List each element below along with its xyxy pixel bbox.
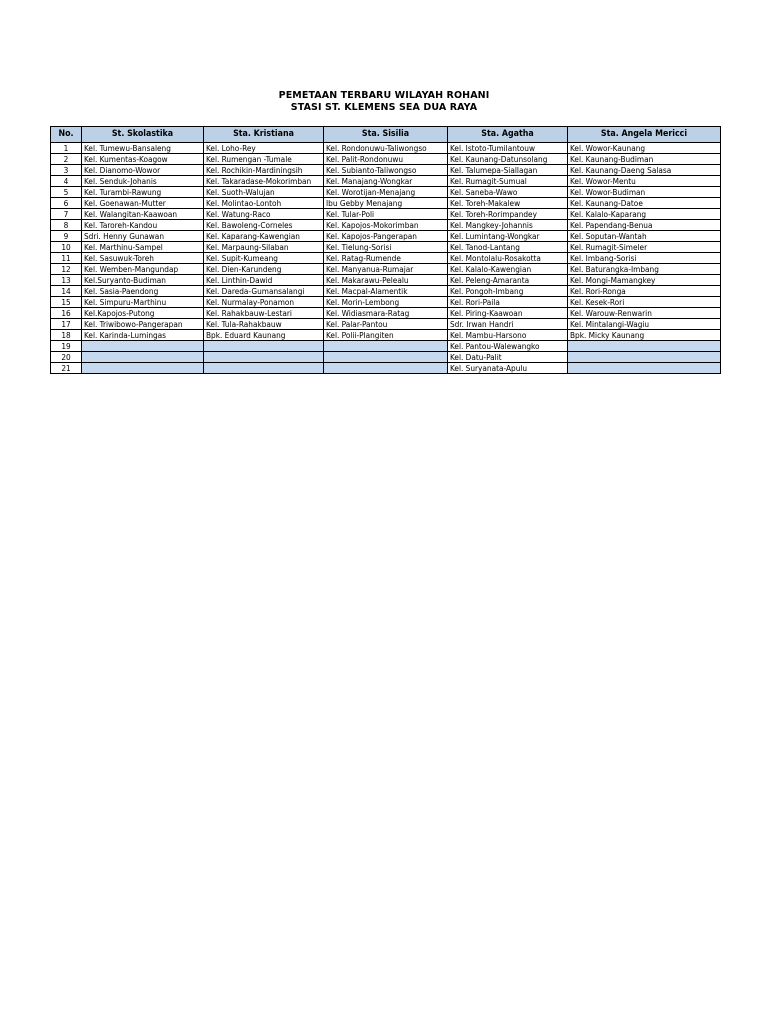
angela-mericci-cell: Bpk. Micky Kaunang (568, 330, 721, 341)
angela-mericci-cell: Kel. Rori-Ronga (568, 286, 721, 297)
header-angela-mericci: Sta. Angela Mericci (568, 127, 721, 143)
row-no: 11 (51, 253, 82, 264)
skolastika-cell: Kel. Tumewu-Bansaleng (82, 143, 204, 154)
kristiana-cell: Kel. Rahakbauw-Lestari (204, 308, 324, 319)
table-row (51, 231, 721, 242)
table-row (51, 176, 721, 187)
kristiana-cell: Kel. Loho-Rey (204, 143, 324, 154)
table-row (51, 341, 721, 352)
agatha-cell: Kel. Saneba-Wawo (448, 187, 568, 198)
sisilia-cell: Kel. Palit-Rondonuwu (324, 154, 448, 165)
table-row (51, 154, 721, 165)
sisilia-cell (324, 352, 448, 363)
row-no: 20 (51, 352, 82, 363)
kristiana-cell: Kel. Dareda-Gumansalangi (204, 286, 324, 297)
angela-mericci-cell: Kel. Kaunang-Daeng Salasa (568, 165, 721, 176)
sisilia-cell: Kel. Worotijan-Menajang (324, 187, 448, 198)
agatha-cell: Kel. Rori-Paila (448, 297, 568, 308)
sisilia-cell: Kel. Kapojos-Pangerapan (324, 231, 448, 242)
agatha-cell: Kel. Talumepa-Siallagan (448, 165, 568, 176)
kristiana-cell: Kel. Tula-Rahakbauw (204, 319, 324, 330)
sisilia-cell: Kel. Rondonuwu-Taliwongso (324, 143, 448, 154)
document-titles (0, 90, 768, 114)
kristiana-cell: Kel. Molintao-Lontoh (204, 198, 324, 209)
table-row (51, 143, 721, 154)
skolastika-cell (82, 352, 204, 363)
agatha-cell: Kel. Toreh-Rorimpandey (448, 209, 568, 220)
kristiana-cell: Kel. Nurmalay-Ponamon (204, 297, 324, 308)
angela-mericci-cell: Kel. Mongi-Mamangkey (568, 275, 721, 286)
skolastika-cell (82, 363, 204, 374)
angela-mericci-cell: Kel. Kalalo-Kaparang (568, 209, 721, 220)
row-no: 15 (51, 297, 82, 308)
angela-mericci-cell: Kel. Kaunang-Datoe (568, 198, 721, 209)
sisilia-cell: Kel. Manyanua-Rumajar (324, 264, 448, 275)
table-row (51, 209, 721, 220)
sisilia-cell: Kel. Ratag-Rumende (324, 253, 448, 264)
angela-mericci-cell (568, 363, 721, 374)
row-no: 19 (51, 341, 82, 352)
row-no: 13 (51, 275, 82, 286)
row-no: 6 (51, 198, 82, 209)
sisilia-cell: Kel. Polii-Plangiten (324, 330, 448, 341)
header-skolastika: St. Skolastika (82, 127, 204, 143)
title-line-2: STASI ST. KLEMENS SEA DUA RAYA (290, 102, 478, 113)
agatha-cell: Kel. Kaunang-Datunsolang (448, 154, 568, 165)
row-no: 21 (51, 363, 82, 374)
header-no: No. (51, 127, 82, 143)
agatha-cell: Kel. Piring-Kaawoan (448, 308, 568, 319)
table-row (51, 297, 721, 308)
row-no: 12 (51, 264, 82, 275)
agatha-cell: Kel. Tanod-Lantang (448, 242, 568, 253)
agatha-cell: Kel. Mangkey-Johannis (448, 220, 568, 231)
kristiana-cell: Kel. Linthin-Dawid (204, 275, 324, 286)
agatha-cell: Sdr. Irwan Handri (448, 319, 568, 330)
agatha-cell: Kel. Suryanata-Apulu (448, 363, 568, 374)
row-no: 17 (51, 319, 82, 330)
kristiana-cell: Bpk. Eduard Kaunang (204, 330, 324, 341)
angela-mericci-cell: Kel. Warouw-Renwarin (568, 308, 721, 319)
angela-mericci-cell (568, 352, 721, 363)
row-no: 7 (51, 209, 82, 220)
table-body (51, 143, 721, 374)
kristiana-cell: Kel. Dien-Karundeng (204, 264, 324, 275)
sisilia-cell: Ibu Gebby Menajang (324, 198, 448, 209)
table-row (51, 264, 721, 275)
angela-mericci-cell: Kel. Rumagit-Simeler (568, 242, 721, 253)
kristiana-cell: Kel. Bawoleng-Corneles (204, 220, 324, 231)
kristiana-cell: Kel. Rumengan -Tumale (204, 154, 324, 165)
skolastika-cell: Kel. Sasuwuk-Toreh (82, 253, 204, 264)
skolastika-cell: Kel. Turambi-Rawung (82, 187, 204, 198)
row-no: 14 (51, 286, 82, 297)
angela-mericci-cell: Kel. Papendang-Benua (568, 220, 721, 231)
kristiana-cell: Kel. Marpaung-Silaban (204, 242, 324, 253)
agatha-cell: Kel. Datu-Palit (448, 352, 568, 363)
angela-mericci-cell: Kel. Imbang-Sorisi (568, 253, 721, 264)
angela-mericci-cell: Kel. Kesek-Rori (568, 297, 721, 308)
table-row (51, 363, 721, 374)
row-no: 1 (51, 143, 82, 154)
agatha-cell: Kel. Mambu-Harsono (448, 330, 568, 341)
kristiana-cell (204, 363, 324, 374)
table-row (51, 198, 721, 209)
skolastika-cell: Kel. Dianomo-Wowor (82, 165, 204, 176)
header-agatha: Sta. Agatha (448, 127, 568, 143)
kristiana-cell (204, 352, 324, 363)
skolastika-cell: Kel. Karinda-Lumingas (82, 330, 204, 341)
agatha-cell: Kel. Toreh-Makalew (448, 198, 568, 209)
sisilia-cell: Kel. Subianto-Taliwongso (324, 165, 448, 176)
table-row (51, 253, 721, 264)
sisilia-cell: Kel. Kapojos-Mokorimban (324, 220, 448, 231)
skolastika-cell: Kel. Wemben-Mangundap (82, 264, 204, 275)
kristiana-cell: Kel. Takaradase-Mokorimban (204, 176, 324, 187)
skolastika-cell: Kel. Goenawan-Mutter (82, 198, 204, 209)
kristiana-cell: Kel. Kaparang-Kawengian (204, 231, 324, 242)
angela-mericci-cell: Kel. Wowor-Mentu (568, 176, 721, 187)
agatha-cell: Kel. Rumagit-Sumual (448, 176, 568, 187)
skolastika-cell: Kel. Sasia-Paendong (82, 286, 204, 297)
header-row (51, 127, 721, 143)
agatha-cell: Kel. Istoto-Tumilantouw (448, 143, 568, 154)
skolastika-cell: Kel. Kumentas-Koagow (82, 154, 204, 165)
sisilia-cell: Kel. Widiasmara-Ratag (324, 308, 448, 319)
skolastika-cell: Kel. Simpuru-Marthinu (82, 297, 204, 308)
sisilia-cell (324, 363, 448, 374)
table-row (51, 319, 721, 330)
table-row (51, 165, 721, 176)
row-no: 18 (51, 330, 82, 341)
agatha-cell: Kel. Kalalo-Kawengian (448, 264, 568, 275)
sisilia-cell: Kel. Morin-Lembong (324, 297, 448, 308)
kristiana-cell: Kel. Suoth-Walujan (204, 187, 324, 198)
header-sisilia: Sta. Sisilia (324, 127, 448, 143)
angela-mericci-cell: Kel. Mintalangi-Wagiu (568, 319, 721, 330)
table-row (51, 275, 721, 286)
agatha-cell: Kel. Montolalu-Rosakotta (448, 253, 568, 264)
title-line-1: PEMETAAN TERBARU WILAYAH ROHANI (278, 90, 490, 101)
table-row (51, 286, 721, 297)
row-no: 4 (51, 176, 82, 187)
sisilia-cell: Kel. Makarawu-Pelealu (324, 275, 448, 286)
table-row (51, 187, 721, 198)
skolastika-cell: Kel. Walangitan-Kaawoan (82, 209, 204, 220)
skolastika-cell: Kel. Marthinu-Sampel (82, 242, 204, 253)
skolastika-cell: Kel. Senduk-Johanis (82, 176, 204, 187)
sisilia-cell: Kel. Tielung-Sorisi (324, 242, 448, 253)
angela-mericci-cell: Kel. Wowor-Kaunang (568, 143, 721, 154)
angela-mericci-cell (568, 341, 721, 352)
sisilia-cell: Kel. Macpal-Alamentik (324, 286, 448, 297)
angela-mericci-cell: Kel. Wowor-Budiman (568, 187, 721, 198)
table-row (51, 220, 721, 231)
row-no: 10 (51, 242, 82, 253)
angela-mericci-cell: Kel. Soputan-Wantah (568, 231, 721, 242)
table-row (51, 242, 721, 253)
table-row (51, 308, 721, 319)
sisilia-cell: Kel. Manajang-Wongkar (324, 176, 448, 187)
row-no: 2 (51, 154, 82, 165)
skolastika-cell: Sdri. Henny Gunawan (82, 231, 204, 242)
skolastika-cell: Kel. Taroreh-Kandou (82, 220, 204, 231)
mapping-table (50, 126, 721, 374)
header-kristiana: Sta. Kristiana (204, 127, 324, 143)
sisilia-cell: Kel. Palar-Pantou (324, 319, 448, 330)
row-no: 3 (51, 165, 82, 176)
skolastika-cell: Kel.Kapojos-Putong (82, 308, 204, 319)
angela-mericci-cell: Kel. Baturangka-Imbang (568, 264, 721, 275)
agatha-cell: Kel. Peleng-Amaranta (448, 275, 568, 286)
row-no: 5 (51, 187, 82, 198)
kristiana-cell: Kel. Supit-Kumeang (204, 253, 324, 264)
angela-mericci-cell: Kel. Kaunang-Budiman (568, 154, 721, 165)
table-row (51, 352, 721, 363)
table-row (51, 330, 721, 341)
skolastika-cell (82, 341, 204, 352)
sisilia-cell (324, 341, 448, 352)
agatha-cell: Kel. Pantou-Walewangko (448, 341, 568, 352)
agatha-cell: Kel. Lumintang-Wongkar (448, 231, 568, 242)
kristiana-cell (204, 341, 324, 352)
row-no: 8 (51, 220, 82, 231)
row-no: 16 (51, 308, 82, 319)
kristiana-cell: Kel. Rochikin-Mardiningsih (204, 165, 324, 176)
row-no: 9 (51, 231, 82, 242)
skolastika-cell: Kel. Triwibowo-Pangerapan (82, 319, 204, 330)
sisilia-cell: Kel. Tular-Poli (324, 209, 448, 220)
agatha-cell: Kel. Pongoh-Imbang (448, 286, 568, 297)
kristiana-cell: Kel. Watung-Raco (204, 209, 324, 220)
skolastika-cell: Kel.Suryanto-Budiman (82, 275, 204, 286)
